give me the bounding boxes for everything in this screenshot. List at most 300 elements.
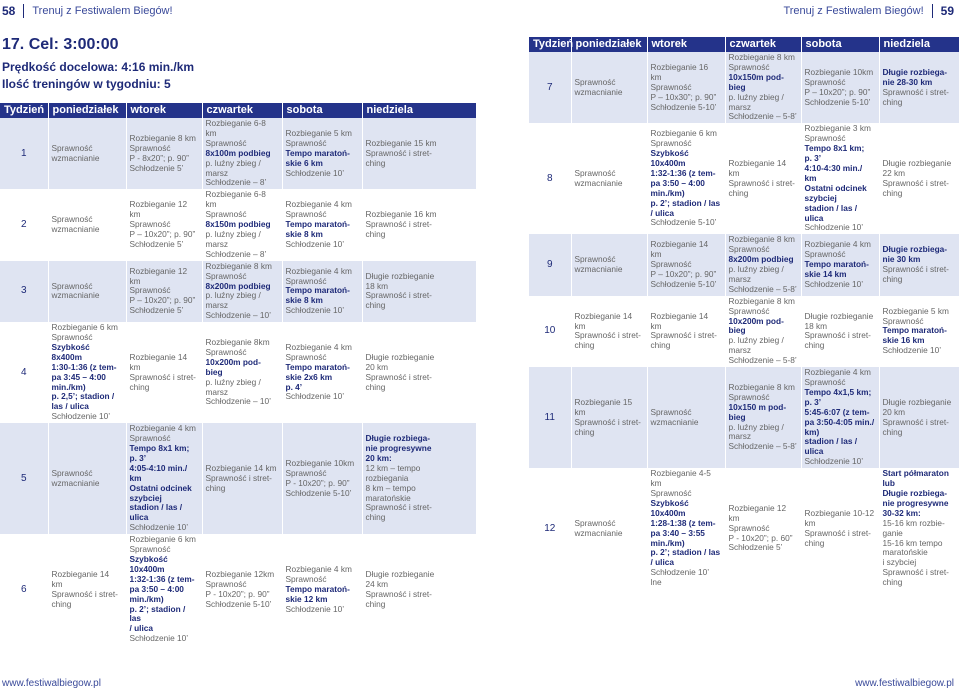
cell-line: Rozbieganie 6-8 km (205, 118, 266, 138)
cell-line: ching (51, 598, 72, 609)
cell-line: Sprawność i stret- (650, 330, 717, 341)
cell-saturday (282, 534, 362, 645)
table-header-row (529, 37, 959, 52)
cell-monday (571, 123, 647, 234)
cell-line: Sprawność (285, 275, 327, 286)
cell-line: Schłodzenie – 8’ (205, 177, 267, 188)
cell-line: 18 km (804, 320, 828, 331)
cell-line: Schłodzenie 5’ (728, 542, 783, 553)
cell-monday (48, 118, 126, 189)
cell-line: Sprawność (728, 391, 770, 402)
cell-line: 8x200m podbieg (205, 280, 271, 291)
cell-line: Schłodzenie 5-10’ (285, 487, 352, 498)
cell-line: Rozbieganie 4 km (285, 341, 352, 352)
cell-line: min./km) (650, 537, 685, 548)
cell-line: Schłodzenie – 5-8’ (728, 283, 797, 294)
cell-line: Sprawność (285, 209, 327, 220)
cell-line: 1:32-1:36 (z tem- (129, 573, 195, 584)
cell-line: skie 2x6 km (285, 371, 333, 382)
cell-line: Sprawność (650, 81, 692, 92)
cell-sunday (362, 189, 476, 260)
cell-line: Sprawność (728, 244, 770, 255)
cell-line: Sprawność i stret- (728, 177, 795, 188)
cell-tuesday (126, 534, 202, 645)
cell-line: Schłodzenie 10’ (51, 411, 111, 422)
cell-line: Schłodzenie – 5-8’ (728, 355, 797, 366)
cell-line: pa 3:45 – 4:00 (51, 371, 106, 382)
running-title: Trenuj z Festiwalem Biegów! (783, 5, 924, 17)
cell-line: ching (365, 512, 386, 523)
cell-thursday (725, 234, 801, 295)
cell-line: marsz (728, 345, 752, 356)
cell-saturday (801, 52, 879, 123)
cell-line: marsz (205, 386, 229, 397)
cell-line: 10x150m pod- (728, 71, 784, 82)
cell-saturday (801, 367, 879, 468)
cell-line: p. luźny zbieg / (205, 290, 261, 301)
cell-line: Schłodzenie – 5-8’ (728, 441, 797, 452)
cell-line: Sprawność (804, 377, 846, 387)
cell-line: 15-16 km tempo (882, 537, 943, 548)
cell-line: Schłodzenie – 5-8’ (728, 111, 797, 122)
cell-line: Sprawność i stret- (882, 416, 949, 427)
cell-line: P – 10x20”; p. 90” (804, 86, 871, 97)
cell-line: Schłodzenie 10’ (804, 278, 864, 289)
cell-line: Rozbieganie 5 km (882, 305, 949, 316)
cell-line: Sprawność (574, 167, 616, 178)
cell-line: Sprawność (285, 137, 327, 148)
cell-thursday (725, 123, 801, 234)
cell-line: Sprawność (650, 487, 692, 498)
cell-line: wzmacnianie (650, 416, 699, 427)
cell-line: / ulica (650, 557, 675, 568)
table-row (0, 322, 476, 423)
cell-line: ching (728, 187, 749, 198)
cell-week-number: 8 (529, 123, 571, 234)
header-sunday: niedziela (879, 37, 959, 52)
cell-line: pa 3:40 – 3:55 (650, 527, 705, 538)
cell-line: P - 10x20”; p. 90” (205, 588, 270, 599)
cell-line: Rozbieganie 8 km (129, 132, 196, 143)
cell-thursday (202, 118, 282, 189)
cell-line: Rozbieganie 14 km (650, 310, 709, 331)
cell-line: 8 km – tempo (365, 482, 416, 493)
cell-line: Sprawność (728, 305, 770, 316)
header-saturday: sobota (282, 103, 362, 118)
cell-tuesday (126, 189, 202, 260)
cell-line: Rozbieganie 16 km (365, 209, 437, 220)
training-table-left (0, 103, 477, 645)
cell-line: P – 10x20”; p. 90” (129, 295, 196, 306)
cell-line: Sprawność (650, 259, 692, 270)
cell-line: Sprawność (574, 254, 616, 265)
header-thursday: czwartek (725, 37, 801, 52)
cell-line: Schłodzenie 5-10’ (650, 101, 717, 112)
cell-line: Rozbieganie 14 km (574, 310, 633, 331)
cell-thursday (202, 534, 282, 645)
cell-line: Sprawność i stret- (365, 502, 432, 513)
cell-monday (571, 296, 647, 367)
cell-line: ulica (804, 446, 824, 457)
cell-sunday (879, 367, 959, 468)
cell-line: p. 4’ (285, 381, 303, 392)
cell-sunday (879, 234, 959, 295)
cell-line: Rozbieganie 6 km (129, 534, 196, 545)
cell-week-number: 12 (529, 468, 571, 589)
cell-tuesday (647, 296, 725, 367)
cell-line: Rozbieganie 4 km (804, 367, 871, 378)
cell-line: Sprawność i stret- (804, 330, 871, 341)
cell-line: ching (804, 340, 825, 351)
header-divider (932, 4, 933, 18)
cell-line: Schłodzenie 5-10’ (205, 598, 272, 609)
cell-line: bieg (728, 411, 746, 422)
cell-line: Sprawność (728, 522, 770, 533)
cell-thursday (725, 468, 801, 589)
cell-line: Długie rozbieganie (365, 351, 435, 362)
cell-line: 10x200m pod- (728, 315, 784, 326)
cell-line: wzmacnianie (574, 527, 623, 538)
cell-line: p. 2’; stadion / las (650, 197, 721, 208)
cell-line: Długie rozbieganie (365, 270, 435, 281)
cell-line: Sprawność i stret- (365, 371, 432, 382)
cell-sunday (879, 52, 959, 123)
cell-line: 4:05-4:10 min./ (129, 462, 188, 473)
cell-line: las / ulica (51, 401, 89, 412)
cell-line: Tempo maratoń- (285, 219, 350, 230)
cell-line: Sprawność (882, 315, 924, 326)
cell-monday (48, 534, 126, 645)
cell-line: Sprawność i stret- (882, 264, 949, 275)
cell-week-number: 2 (0, 189, 48, 260)
cell-line: wzmacnianie (51, 290, 100, 301)
cell-week-number: 5 (0, 423, 48, 534)
cell-line: min./km) (129, 593, 164, 604)
table-row (529, 296, 959, 367)
cell-line: Tempo 8x1 km; (129, 443, 190, 453)
header-thursday: czwartek (202, 103, 282, 118)
cell-line: Sprawność i stret- (365, 219, 432, 230)
cell-line: Start półmaraton (882, 468, 949, 479)
cell-line: ching (365, 300, 386, 311)
cell-line: Schłodzenie 10’ (882, 345, 942, 356)
cell-line: Rozbieganie 12 km (728, 502, 787, 523)
cell-line: p. luźny zbieg / (728, 91, 784, 102)
cell-line: p. luźny zbieg / (205, 228, 261, 239)
cell-line: Schłodzenie 10’ (285, 167, 345, 178)
cell-line: 12 km – tempo (365, 462, 421, 473)
cell-line: 15-16 km rozbie- (882, 517, 945, 528)
cell-line: Sprawność i stret- (574, 330, 641, 341)
cell-line: ching (365, 381, 386, 392)
cell-line: lne (650, 577, 662, 588)
cell-line: ching (129, 381, 150, 392)
cell-line: 8x200m podbieg (728, 254, 794, 265)
cell-line: p. luźny zbieg / (728, 335, 784, 346)
cell-line: Sprawność (129, 285, 171, 296)
cell-saturday (801, 123, 879, 234)
cell-thursday (202, 322, 282, 423)
cell-line: Schłodzenie 10’ (129, 633, 189, 644)
cell-line: Rozbieganie 4 km (129, 423, 196, 434)
cell-line: wzmacnianie (574, 177, 623, 188)
cell-line: Sprawność (574, 517, 616, 528)
cell-line: Schłodzenie 10’ (804, 456, 864, 467)
cell-line: Rozbieganie 15 km (574, 396, 633, 417)
cell-line: Schłodzenie 10’ (804, 222, 864, 233)
cell-line: ching (365, 157, 386, 168)
cell-line: Rozbieganie 6-8 km (205, 189, 266, 210)
running-title: Trenuj z Festiwalem Biegów! (32, 5, 173, 17)
cell-line: Sprawność (51, 280, 93, 291)
cell-line: wzmacnianie (51, 152, 100, 163)
cell-thursday (202, 423, 282, 534)
cell-saturday (282, 261, 362, 322)
cell-line: p. luźny zbieg / (205, 157, 261, 168)
cell-line: Długie rozbieganie (804, 310, 874, 321)
cell-monday (48, 261, 126, 322)
cell-line: Rozbieganie 8 km (728, 381, 795, 392)
cell-line: 20 km (365, 361, 389, 372)
header-monday: poniedziałek (48, 103, 126, 118)
cell-line: pa 3:50-4:05 min./ (804, 416, 875, 427)
cell-line: Rozbieganie 10km (804, 66, 874, 77)
cell-line: nie progresywne (365, 443, 432, 453)
cell-line: wzmacnianie (51, 224, 100, 235)
header-sunday: niedziela (362, 103, 476, 118)
cell-line: skie 16 km (882, 335, 925, 346)
cell-line: Schłodzenie 10’ (129, 522, 189, 533)
cell-line: wzmacnianie (51, 477, 100, 488)
cell-line: Szybkość 8x400m (51, 341, 90, 362)
cell-line: Sprawność i stret- (882, 177, 949, 188)
cell-line: wzmacnianie (574, 264, 623, 275)
cell-line: Sprawność (51, 467, 93, 478)
cell-line: nie 28-30 km (882, 76, 933, 87)
cell-line: Rozbieganie 4 km (285, 265, 352, 276)
cell-line: min./km) (51, 381, 86, 392)
cell-line: Rozbieganie 4-5 km (650, 468, 711, 489)
cell-line: Sprawność (205, 270, 247, 281)
cell-line: Sprawność i stret- (574, 416, 641, 427)
cell-line: 1:28-1:38 (z tem- (650, 517, 716, 528)
cell-line: 8x150m podbieg (205, 219, 271, 230)
cell-line: 22 km (882, 167, 906, 178)
cell-line: skie 8 km (285, 228, 323, 239)
cell-line: Tempo maratoń- (882, 325, 947, 336)
cell-line: Sprawność (129, 433, 171, 444)
cell-line: p. 3’ (129, 452, 147, 463)
cell-line: maratońskie (365, 492, 411, 503)
cell-saturday (282, 322, 362, 423)
cell-line: pa 3:50 – 4:00 (650, 177, 705, 188)
cell-line: 1:30-1:36 (z tem- (51, 361, 117, 372)
cell-line: / ulica (129, 623, 154, 634)
cell-tuesday (647, 52, 725, 123)
cell-line: 30-32 km: (882, 507, 921, 518)
cell-tuesday (647, 468, 725, 589)
table-row (529, 52, 959, 123)
table-row (0, 423, 476, 534)
cell-line: ching (882, 96, 903, 107)
cell-line: ching (574, 426, 595, 437)
cell-line: Ostatni odcinek (129, 482, 192, 493)
cell-line: Długie rozbiega- (882, 244, 948, 255)
cell-line: maratońskie (882, 547, 928, 558)
footer-url[interactable]: www.festiwalbiegow.pl (2, 678, 101, 689)
cell-monday (571, 234, 647, 295)
cell-line: Szybkość (650, 497, 689, 508)
goal-heading: 17. Cel: 3:00:00 (2, 36, 119, 53)
cell-line: ganie (882, 527, 903, 538)
cell-line: Sprawność i stret- (882, 567, 949, 578)
cell-line: / ulica (650, 207, 675, 218)
cell-line: Tempo maratoń- (285, 583, 350, 594)
cell-line: Sprawność i stret- (882, 86, 949, 97)
cell-thursday (725, 52, 801, 123)
cell-monday (48, 189, 126, 260)
right-page (480, 0, 960, 693)
cell-line: Rozbieganie 12km (205, 568, 275, 579)
cell-line: Sprawność (129, 219, 171, 230)
cell-line: stadion / las / (129, 502, 183, 513)
cell-line: Sprawność (205, 346, 247, 357)
cell-line: P - 10x20”; p. 60” (728, 532, 793, 543)
cell-line: Długie rozbiega- (882, 66, 948, 77)
cell-line: i szybciej (882, 557, 917, 568)
cell-line: p. luźny zbieg / (728, 421, 784, 432)
cell-week-number: 6 (0, 534, 48, 645)
cell-saturday (801, 296, 879, 367)
cell-line: Sprawność i stret- (205, 472, 272, 483)
cell-sunday (362, 534, 476, 645)
cell-line: ulica (129, 512, 149, 523)
cell-saturday (801, 234, 879, 295)
cell-line: km (129, 472, 142, 483)
cell-line: p. luźny zbieg / (728, 264, 784, 275)
page-number: 59 (940, 4, 954, 18)
cell-line: ching (574, 340, 595, 351)
cell-line: Rozbieganie 4 km (285, 199, 352, 210)
cell-line: szybciej (129, 492, 162, 503)
cell-line: Sprawność (285, 573, 327, 584)
cell-line: Szybkość (650, 148, 689, 159)
cell-line: km (804, 517, 816, 528)
cell-line: Sprawność (51, 332, 93, 343)
cell-line: Schłodzenie 5’ (129, 162, 184, 173)
cell-line: Tempo maratoń- (285, 285, 350, 296)
cell-line: Schłodzenie 5’ (129, 305, 184, 316)
page-number: 58 (2, 4, 16, 18)
cell-line: Rozbieganie 6 km (51, 322, 118, 333)
cell-line: Tempo 8x1 km; (804, 143, 865, 154)
cell-line: Rozbieganie 12 km (129, 265, 188, 286)
cell-thursday (725, 367, 801, 468)
cell-week-number: 3 (0, 261, 48, 322)
left-page-header (2, 0, 173, 22)
cell-line: stadion / las / (804, 436, 858, 447)
table-row (529, 234, 959, 295)
cell-line: Schłodzenie – 8’ (205, 248, 267, 259)
cell-line: Sprawność (129, 142, 171, 153)
table-row (529, 468, 959, 589)
cell-line: Rozbieganie 5 km (285, 127, 352, 138)
cell-monday (48, 423, 126, 534)
table-row (0, 118, 476, 189)
cell-line: Schłodzenie 5’ (129, 238, 184, 249)
cell-line: Rozbieganie 14 km (129, 351, 188, 372)
cell-line: Sprawność (804, 249, 846, 260)
cell-line: Tempo maratoń- (285, 361, 350, 372)
cell-line: Rozbieganie 12 km (129, 199, 188, 220)
table-header-row (0, 103, 476, 118)
cell-line: szybciej (804, 192, 837, 203)
cell-thursday (202, 261, 282, 322)
cell-sunday (879, 123, 959, 234)
cell-line: 24 km (365, 578, 389, 589)
cell-tuesday (647, 123, 725, 234)
cell-line: ching (365, 598, 386, 609)
cell-line: 20 km: (365, 452, 392, 463)
cell-line: rozbiegania (365, 472, 409, 483)
cell-line: Rozbieganie 8 km (728, 52, 795, 62)
table-row (0, 261, 476, 322)
cell-line: ching (205, 482, 226, 493)
cell-line: Schłodzenie – 10’ (205, 396, 272, 407)
cell-line: skie 14 km (804, 268, 847, 279)
cell-line: ching (882, 577, 903, 588)
cell-week-number: 7 (529, 52, 571, 123)
cell-line: nie 30 km (882, 254, 921, 265)
cell-line: P – 10x20”; p. 90” (129, 228, 196, 239)
footer-url[interactable]: www.festiwalbiegow.pl (855, 678, 954, 689)
cell-line: Rozbieganie 10-12 (804, 507, 875, 518)
cell-line: Sprawność (285, 467, 327, 478)
cell-line: 10x150 m pod- (728, 401, 787, 412)
cell-line: bieg (728, 325, 746, 336)
cell-line: Rozbieganie 8 km (728, 234, 795, 245)
cell-week-number: 10 (529, 296, 571, 367)
cell-line: 10x400m (650, 507, 686, 518)
cell-line: Sprawność (205, 209, 247, 220)
cell-line: Długie rozbiega- (365, 433, 431, 444)
cell-line: Rozbieganie 8 km (728, 295, 795, 306)
cell-line: Rozbieganie 8km (205, 336, 270, 347)
cell-monday (48, 322, 126, 423)
cell-thursday (725, 296, 801, 367)
cell-line: Tempo maratoń- (804, 259, 869, 270)
header-saturday: sobota (801, 37, 879, 52)
cell-line: Sprawność i stret- (804, 527, 871, 538)
cell-line: Sprawność (650, 406, 692, 417)
cell-line: Rozbieganie 14 km (650, 239, 709, 260)
cell-line: Sprawność (574, 76, 616, 87)
cell-line: ching (882, 426, 903, 437)
header-tuesday: wtorek (647, 37, 725, 52)
table-row (529, 367, 959, 468)
cell-line: Sprawność (804, 76, 846, 87)
cell-line: Sprawność i stret- (365, 290, 432, 301)
cell-line: P - 10x20”; p. 90” (285, 477, 350, 488)
cell-line: Rozbieganie 14 km (728, 158, 787, 178)
cell-line: ching (804, 537, 825, 548)
cell-line: p. luźny zbieg / (205, 376, 261, 387)
header-tuesday: wtorek (126, 103, 202, 118)
header-divider (23, 4, 24, 18)
cell-line: Sprawność (728, 61, 770, 72)
cell-line: Rozbieganie 14 km (51, 568, 110, 589)
cell-line: 10x200m pod- (205, 356, 261, 367)
